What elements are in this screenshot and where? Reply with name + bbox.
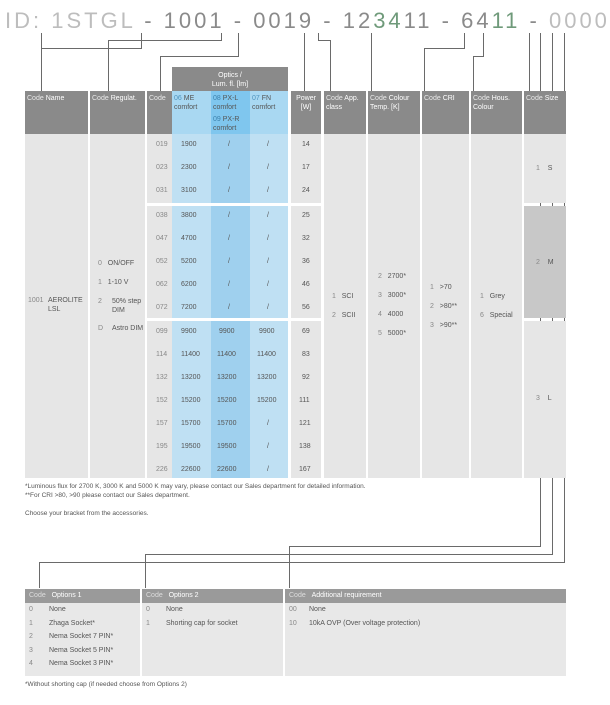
list-item: 2 M [536, 259, 554, 266]
list-item: 3 Nema Socket 5 PIN* [29, 646, 114, 654]
list-item: 4 Nema Socket 3 PIN* [29, 660, 114, 667]
regulation-item: 0 ON/OFF [98, 260, 135, 267]
list-item: 2 Nema Socket 7 PIN* [29, 633, 114, 640]
list-item: 00 None [289, 606, 326, 613]
id-seg2: 0019 [253, 8, 315, 33]
list-item: 1 Grey [480, 293, 505, 300]
optics-title: Optics / [218, 72, 242, 79]
regulation-column-header: Code Regulat. [90, 91, 145, 134]
hous-colour-header: Code Hous. Colour [471, 91, 522, 134]
list-item: 2 2700* [378, 273, 407, 280]
note-luminous-flux: *Luminous flux for 2700 K, 3000 K and 5000 K may vary, please contact our Sales department for detailed information. [25, 483, 366, 490]
name-cell: 1001 [28, 297, 44, 304]
list-item: 1 >70 [430, 284, 452, 291]
product-id-code: ID: 1STGL - 1001 - 0019 - 123411 - 6411 - 0000 [5, 8, 610, 33]
group-separator [147, 203, 321, 206]
optics-code-header: Code [147, 91, 172, 134]
list-item: 3 >90** [430, 322, 458, 329]
list-item: 6 Special [480, 312, 513, 319]
id-seg3c: 11 [403, 8, 433, 33]
options2-body [142, 603, 283, 676]
additional-body [285, 603, 566, 676]
note-bracket: Choose your bracket from the accessories. [25, 510, 149, 517]
name-value: AEROLITE LSL [48, 297, 83, 313]
colour-temp-list [378, 272, 406, 348]
options2-header: Code Options 2 [142, 589, 283, 603]
regulation-list [98, 259, 146, 343]
optics-me-header: 06 ME comfort [172, 91, 211, 134]
size-header: Code Size [524, 91, 566, 134]
note-cri: **For CRI >80, >90 please contact our Sales department. [25, 492, 190, 499]
list-item: 3 L [536, 395, 552, 402]
id-seg4a: 64 [461, 8, 492, 33]
list-item: 0 None [146, 606, 183, 613]
id-seg1: 1001 [163, 8, 225, 33]
cri-header: Code CRI [422, 91, 469, 134]
id-seg3b: 34 [373, 8, 404, 33]
regulation-item: 1 1-10 V [98, 279, 129, 286]
footnote-shorting-cap: *Without shorting cap (if needed choose from Options 2) [25, 681, 187, 688]
optics-header [172, 67, 288, 91]
list-item: 10 10kA OVP (Over voltage protection) [289, 619, 421, 627]
list-item: 1 SCI [332, 293, 354, 300]
app-class-header: Code App. class [324, 91, 366, 134]
list-item: 2 SCII [332, 312, 356, 319]
power-header: Power [W] [291, 91, 321, 134]
optics-fn-header: 07 FN comfort [250, 91, 288, 134]
additional-header: Code Additional requirement [285, 589, 566, 603]
list-item: 4 4000 [378, 311, 404, 318]
list-item: 2 >80** [430, 303, 458, 310]
list-item: 5 5000* [378, 330, 407, 337]
id-seg5: 0000 [548, 8, 610, 33]
list-item: 1 S [536, 165, 553, 172]
cri-list [430, 283, 457, 340]
regulation-item: D Astro DIM [98, 325, 144, 332]
optics-px-header: 08 PX-L comfort 09 PX-R comfort [211, 91, 250, 134]
list-item: 3 3000* [378, 292, 407, 299]
app-class-list [332, 292, 355, 330]
optics-fn-body [250, 134, 288, 478]
options1-body [25, 603, 140, 676]
optics-subtitle: Lum. fl. [lm] [211, 81, 249, 88]
id-prefix: ID: 1STGL [5, 8, 136, 33]
regulation-item: 2 50% step DIM [98, 298, 142, 314]
id-seg3a: 12 [342, 8, 374, 33]
options1-header: Code Options 1 [25, 589, 140, 603]
list-item: 1 Zhaga Socket* [29, 619, 95, 627]
id-seg4b: 11 [491, 8, 521, 33]
list-item: 0 None [29, 606, 66, 613]
colour-temp-header: Code Colour Temp. [K] [368, 91, 420, 134]
name-column-header: Code Name [25, 91, 88, 134]
list-item: 1 Shorting cap for socket [146, 619, 238, 627]
group-separator [147, 318, 321, 321]
hous-colour-list [480, 292, 513, 330]
